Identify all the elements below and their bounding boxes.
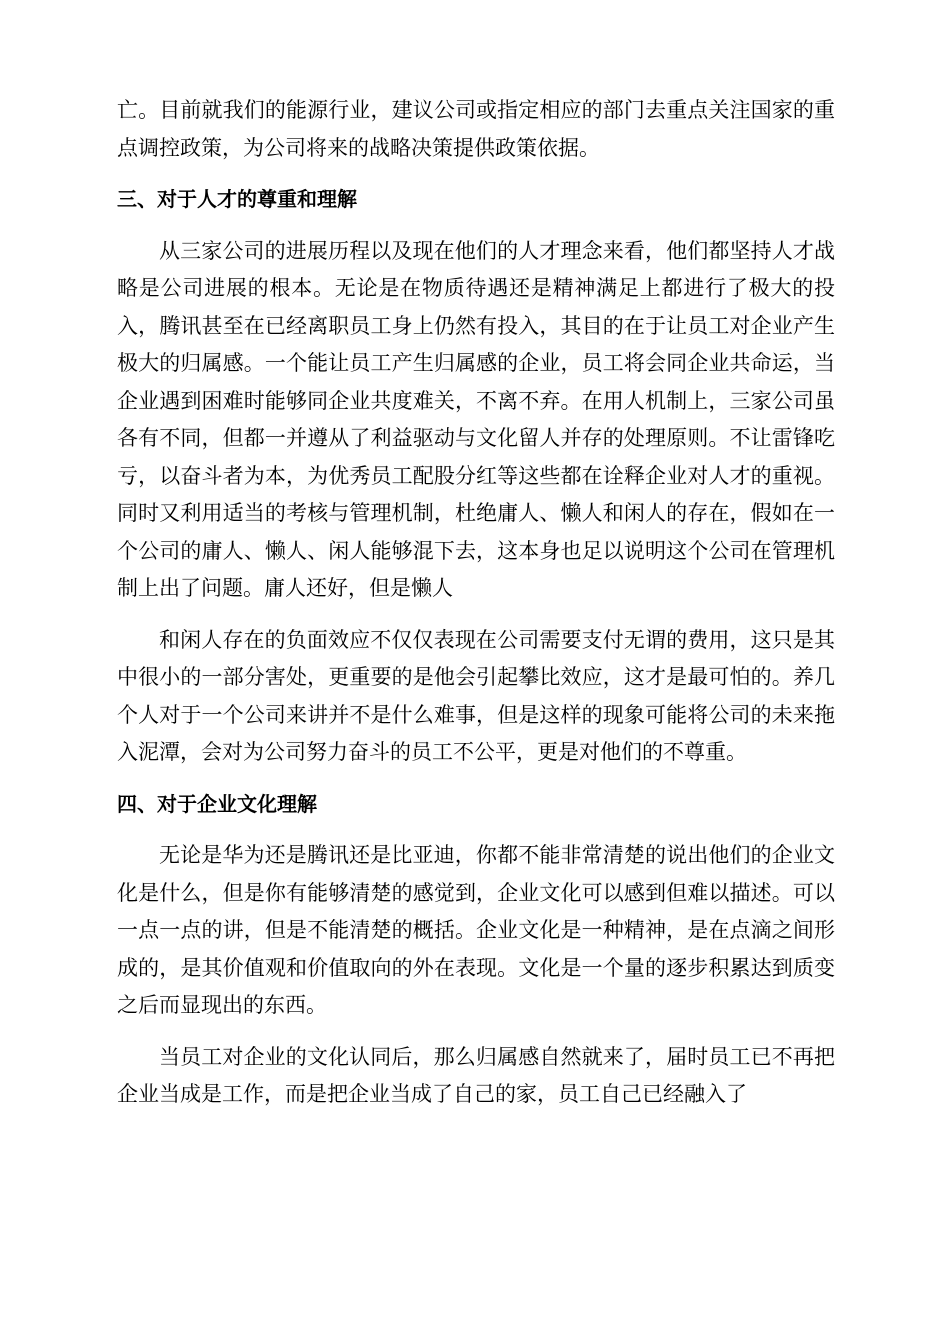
paragraph-talent-strategy: 从三家公司的进展历程以及现在他们的人才理念来看，他们都坚持人才战略是公司进展的根本。无论是在物质待遇还是精神满足上都进行了极大的投入，腾讯甚至在已经离职员工身上仍然有投入，其目的在于让员工对企业产生极大的归属感。一个能让员工产生归属感的企业，员工将会同企业共命运，当企业遇到困难时能够同企业共度难关，不离不弃。在用人机制上，三家公司虽各有不同，但都一并遵从了利益驱动与文化留人并存的处理原则。不让雷锋吃亏，以奋斗者为本，为优秀员工配股分红等这些都在诠释企业对人才的重视。同时又利用适当的考核与管理机制，杜绝庸人、懒人和闲人的存在，假如在一个公司的庸人、懒人、闲人能够混下去，这本身也足以说明这个公司在管理机制上出了问题。庸人还好，但是懒人 [117, 238, 835, 600]
section-heading-talent: 三、对于人才的尊重和理解 [117, 187, 357, 211]
paragraph-culture-description: 无论是华为还是腾讯还是比亚迪，你都不能非常清楚的说出他们的企业文化是什么，但是你有能够清楚的感觉到，企业文化可以感到但难以描述。可以一点一点的讲，但是不能清楚的概括。企业文化是一种精神，是在点滴之间形成的，是其价值观和价值取向的外在表现。文化是一个量的逐步积累达到质变之后而显现出的东西。 [117, 843, 835, 1017]
document-page [117, 92, 835, 1128]
paragraph-culture-belonging: 当员工对企业的文化认同后，那么归属感自然就来了，届时员工已不再把企业当成是工作，而是把企业当成了自己的家，员工自己已经融入了 [117, 1044, 835, 1106]
paragraph-idle-staff-effects: 和闲人存在的负面效应不仅仅表现在公司需要支付无谓的费用，这只是其中很小的一部分害处，更重要的是他会引起攀比效应，这才是最可怕的。养几个人对于一个公司来讲并不是什么难事，但是这样的现象可能将公司的未来拖入泥潭，会对为公司努力奋斗的员工不公平，更是对他们的不尊重。 [117, 627, 835, 764]
paragraph-policy-continuation: 亡。目前就我们的能源行业，建议公司或指定相应的部门去重点关注国家的重点调控政策，为公司将来的战略决策提供政策依据。 [117, 98, 835, 160]
section-heading-culture: 四、对于企业文化理解 [117, 791, 317, 816]
